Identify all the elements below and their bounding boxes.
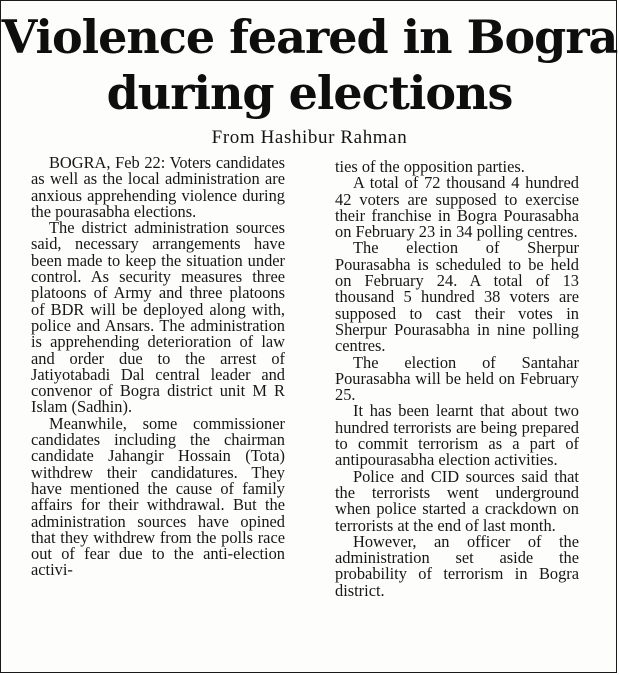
paragraph: The election of Santahar Pourasabha will be held on February 25.	[335, 352, 579, 405]
article-column-right	[335, 159, 579, 599]
column-gutter	[307, 157, 308, 662]
paragraph: Meanwhile, some commissioner candidates including the chairman candidate Jahangir Hossain (Tota) withdrew their candidatures. They have mentioned the cause of family affairs for their withdrawal. But the administration sources have opined that they withdrew from the polls race out of fear due to the anti-election activi-	[31, 413, 285, 580]
paragraph: Police and CID sources said that the terrorists went underground when police started a crackdown on terrorists at the end of last month.	[335, 466, 579, 535]
paragraph-continuation: ties of the opposition parties.	[335, 157, 525, 176]
paragraph: The district administration sources said, necessary arrangements have been made to keep the situation under control. As security measures three platoons of Army and three platoons of BDR will be deployed along with, police and Ansars. The administration is apprehending deterioration of law and order due to the arrest of Jatiyotabadi Dal central leader and convenor of Bogra district unit M R Islam (Sadhin).	[31, 218, 285, 417]
headline-line-2: during elections	[106, 66, 513, 120]
paragraph: A total of 72 thousand 4 hundred 42 voters are supposed to exercise their franchise in Bogra Pourasabha on February 23 in 34 polling centres.	[335, 173, 579, 242]
article-column-left	[31, 155, 285, 579]
paragraph: However, an officer of the administration set aside the probability of terrorism in Bogra district.	[335, 531, 579, 600]
paragraph: BOGRA, Feb 22: Voters candidates as well as the local administration are anxious apprehending violence during the pourasabha elections.	[31, 153, 285, 221]
byline: From Hashibur Rahman	[211, 127, 408, 148]
paragraph: The election of Sherpur Pourasabha is scheduled to be held on February 24. A total of 13 thousand 5 hundred 38 voters are supposed to cast their votes in Sherpur Pourasabha in nine polling centres.	[335, 238, 579, 356]
headline	[1, 9, 618, 121]
paragraph: It has been learnt that about two hundred terrorists are being prepared to commit terrorism as a part of antipourasabha election activities.	[335, 401, 579, 470]
headline-line-1: Violence feared in Bogra	[1, 10, 618, 64]
